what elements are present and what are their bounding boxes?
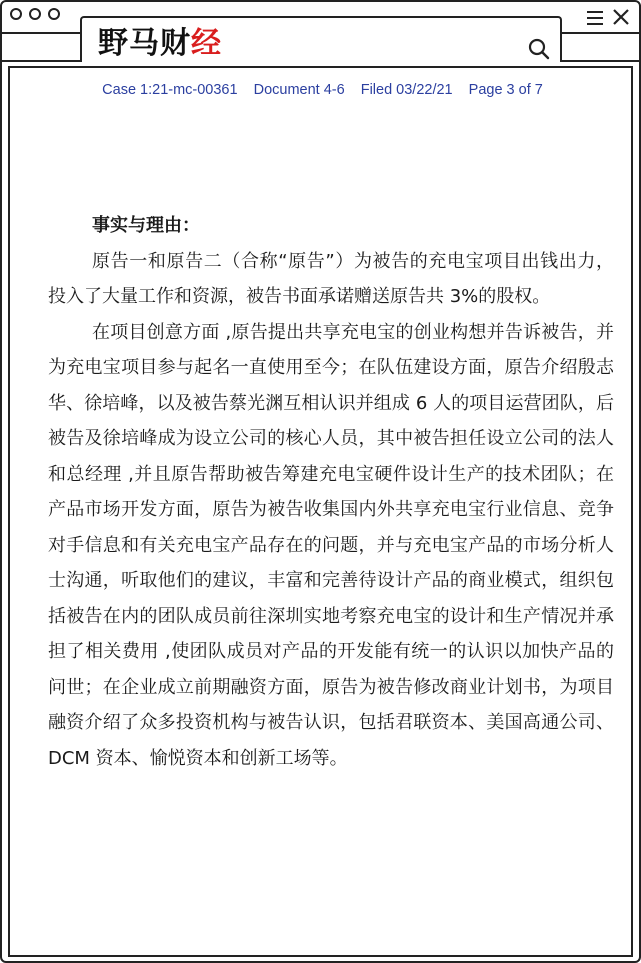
document-number: Document 4-6 (253, 82, 345, 98)
search-icon[interactable] (528, 38, 550, 60)
close-icon[interactable] (612, 8, 630, 26)
logo-text: 野马财 (98, 26, 191, 61)
filed-date: Filed 03/22/21 (360, 82, 453, 98)
case-number: Case 1:21-mc-00361 (102, 82, 238, 98)
logo-text-accent: 经 (191, 26, 222, 61)
document-page (8, 66, 633, 957)
paragraph: 原告一和原告二（合称“原告”）为被告的充电宝项目出钱出力，投入了大量工作和资源，被告书面承诺赠送原告共 3%的股权。 (48, 250, 614, 307)
court-filing-header (10, 82, 635, 98)
hamburger-menu-icon[interactable] (586, 10, 604, 26)
window-dot-3[interactable] (48, 8, 60, 20)
paragraph: 在项目创意方面 ,原告提出共享充电宝的创业构想并告诉被告，并为充电宝项目参与起名一直使用至今；在队伍建设方面，原告介绍殷志华、徐培峰，以及被告蔡光渊互相认识并组成 6 人的项目运营团队，后被告及徐培峰成为设立公司的核心人员，其中被告担任设立公司的法人和总经理 ,并且原告帮助被告筹建充电宝硬件设计生产的技术团队；在产品市场开发方面，原告为被告收集国内外共享充电宝行业信息、竞争对手信息和有关充电宝产品存在的问题，并与充电宝产品的市场分析人士沟通，听取他们的建议，丰富和完善待设计产品的商业模式，组织包括被告在内的团队成员前往深圳实地考察充电宝的设计和生产情况并承担了相关费用 ,使团队成员对产品的开发能有统一的认识以加快产品的问世；在企业成立前期融资方面，原告为被告修改商业计划书，为项目融资介绍了众多投资机构与被告认识，包括君联资本、美国高通公司、DCM 资本、愉悦资本和创新工场等。 (48, 321, 614, 769)
window-controls (10, 8, 60, 20)
window-dot-2[interactable] (29, 8, 41, 20)
site-logo[interactable] (98, 22, 222, 61)
window-dot-1[interactable] (10, 8, 22, 20)
section-heading: 事实与理由： (92, 215, 200, 236)
document-body (48, 208, 614, 776)
page-number: Page 3 of 7 (468, 82, 543, 98)
browser-toolbar (2, 2, 639, 62)
